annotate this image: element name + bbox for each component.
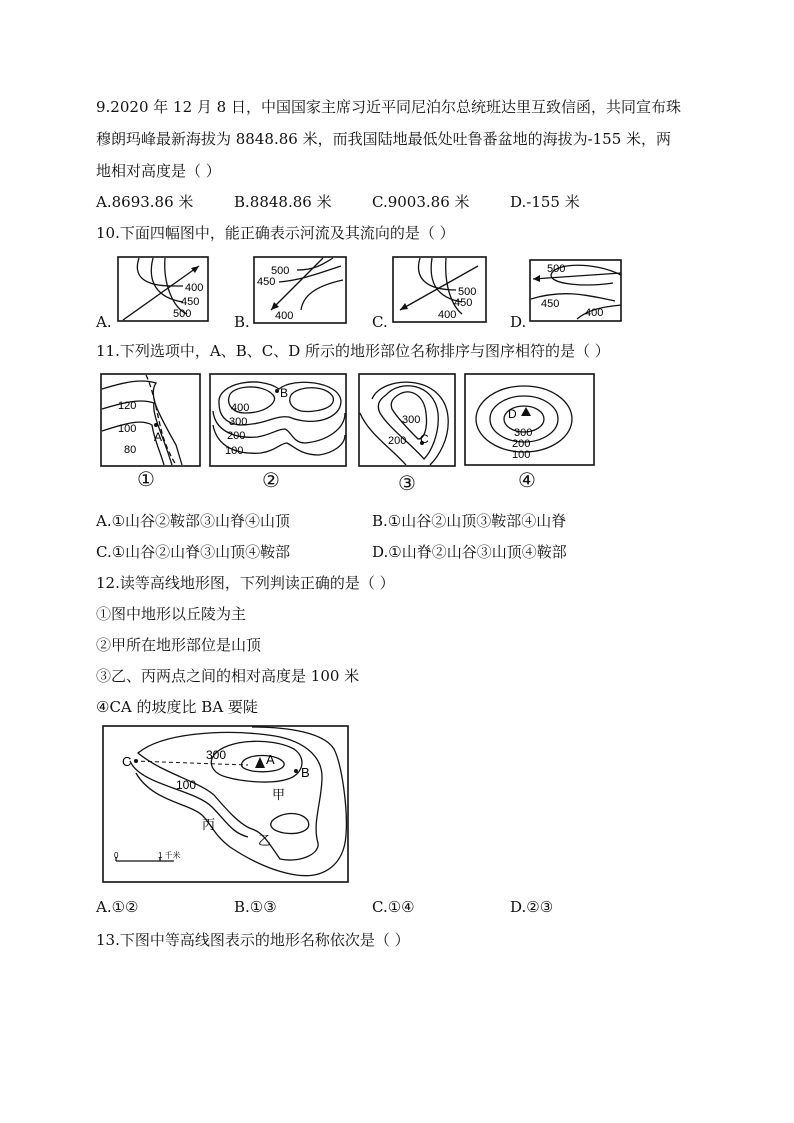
q11-fig-number-1: ① — [137, 467, 155, 491]
q11-fig4-label-300: 300 — [514, 427, 533, 439]
q11-option-b: B.①山谷②山顶③鞍部④山脊 — [372, 512, 567, 530]
q11-fig4-label-d: D — [508, 407, 517, 421]
q11-option-c: C.①山谷②山脊③山顶④鞍部 — [96, 543, 291, 561]
q12-statement-3: ③乙、丙两点之间的相对高度是 100 米 — [96, 667, 360, 685]
q12-option-b: B.①③ — [234, 898, 277, 916]
q11-option-d: D.①山脊②山谷③山顶④鞍部 — [372, 543, 567, 561]
q11-fig1-label-100: 100 — [118, 423, 137, 435]
q12-stem: 12.读等高线地形图，下列判读正确的是（ ） — [96, 574, 395, 592]
q11-fig4-label-100: 100 — [512, 449, 531, 461]
q10-figure-d — [529, 259, 622, 322]
q10-figure-c — [392, 256, 487, 323]
q11-fig2-label-200: 200 — [227, 430, 246, 442]
q12-option-d: D.②③ — [510, 898, 554, 916]
q12-contour-map — [102, 725, 349, 883]
q10c-label-400: 400 — [438, 309, 457, 321]
q10d-label-400: 400 — [585, 307, 604, 319]
q11-figure-4 — [464, 373, 595, 466]
q11-fig2-label-400: 400 — [231, 402, 250, 414]
q12-option-a: A.①② — [96, 898, 139, 916]
q9-stem-line1: 9.2020 年 12 月 8 日，中国国家主席习近平同尼泊尔总统班达里互致信函，共同宣布珠 — [96, 98, 681, 116]
q13-stem: 13.下图中等高线图表示的地形名称依次是（ ） — [96, 931, 410, 949]
q10b-label-500: 500 — [271, 265, 290, 277]
q11-fig2-label-300: 300 — [229, 416, 248, 428]
q12-scale-zero: 0 — [114, 851, 119, 860]
q11-fig2-label-100: 100 — [225, 445, 244, 457]
q12-map-label-b: B — [301, 765, 310, 780]
q12-map-label-bing: 丙 — [202, 817, 216, 832]
q9-option-c: C.9003.86 米 — [372, 193, 470, 211]
q11-fig1-label-a: A — [154, 430, 163, 444]
q12-statement-1: ①图中地形以丘陵为主 — [96, 605, 247, 623]
q10d-label-450: 450 — [541, 298, 560, 310]
q10c-label-450: 450 — [454, 297, 473, 309]
q9-option-b: B.8848.86 米 — [234, 193, 332, 211]
q10-fig-letter-d: D. — [510, 313, 527, 331]
q11-fig1-label-80: 80 — [124, 444, 137, 456]
q10c-label-500: 500 — [458, 286, 477, 298]
q11-fig3-label-c: C — [420, 432, 429, 446]
q11-stem: 11.下列选项中，A、B、C、D 所示的地形部位名称排序与图序相符的是（ ） — [96, 342, 610, 360]
q12-map-label-jia: 甲 — [272, 787, 286, 802]
q12-statement-2: ②甲所在地形部位是山顶 — [96, 636, 262, 654]
q10-figure-b — [253, 256, 347, 324]
q9-stem-line3: 地相对高度是（ ） — [96, 162, 221, 180]
q12-map-label-300: 300 — [206, 748, 227, 762]
q9-option-a: A.8693.86 米 — [96, 193, 194, 211]
q11-figure-2 — [209, 373, 347, 467]
q12-option-c: C.①④ — [372, 898, 415, 916]
q12-map-label-a: A — [266, 752, 275, 767]
q10a-label-450: 450 — [181, 296, 200, 308]
q10d-label-500: 500 — [547, 263, 566, 275]
q10b-label-450: 450 — [257, 276, 276, 288]
q11-figure-1 — [100, 373, 201, 467]
q11-fig1-label-120: 120 — [118, 400, 137, 412]
q12-statement-4: ④CA 的坡度比 BA 要陡 — [96, 698, 258, 716]
q9-option-d: D.-155 米 — [510, 193, 580, 211]
q11-fig-number-3: ③ — [398, 471, 416, 495]
q12-map-label-100: 100 — [176, 778, 197, 792]
q10-fig-letter-c: C. — [372, 313, 388, 331]
q10b-label-400: 400 — [275, 310, 294, 322]
q11-option-a: A.①山谷②鞍部③山脊④山顶 — [96, 512, 291, 530]
q10-fig-letter-a: A. — [96, 313, 112, 331]
q11-figure-3 — [358, 373, 456, 467]
q10a-label-400: 400 — [185, 282, 204, 294]
q10-stem: 10.下面四幅图中，能正确表示河流及其流向的是（ ） — [96, 224, 455, 242]
q12-map-label-c: C — [122, 754, 132, 769]
q11-fig-number-2: ② — [262, 468, 280, 492]
q10-figure-a — [117, 256, 209, 322]
q9-stem-line2: 穆朗玛峰最新海拔为 8848.86 米，而我国陆地最低处吐鲁番盆地的海拔为-155 米，两 — [96, 130, 672, 148]
q11-fig3-label-200: 200 — [388, 435, 407, 447]
q11-fig3-label-300: 300 — [402, 414, 421, 426]
q12-map-label-yi: 乙 — [258, 833, 272, 848]
q11-fig4-label-200: 200 — [512, 438, 531, 450]
q11-fig-number-4: ④ — [518, 468, 536, 492]
q10-fig-letter-b: B. — [234, 313, 250, 331]
q10a-label-500: 500 — [173, 308, 192, 320]
q12-scale-km: 1 千米 — [158, 851, 181, 860]
q11-fig2-label-b: B — [280, 386, 289, 400]
